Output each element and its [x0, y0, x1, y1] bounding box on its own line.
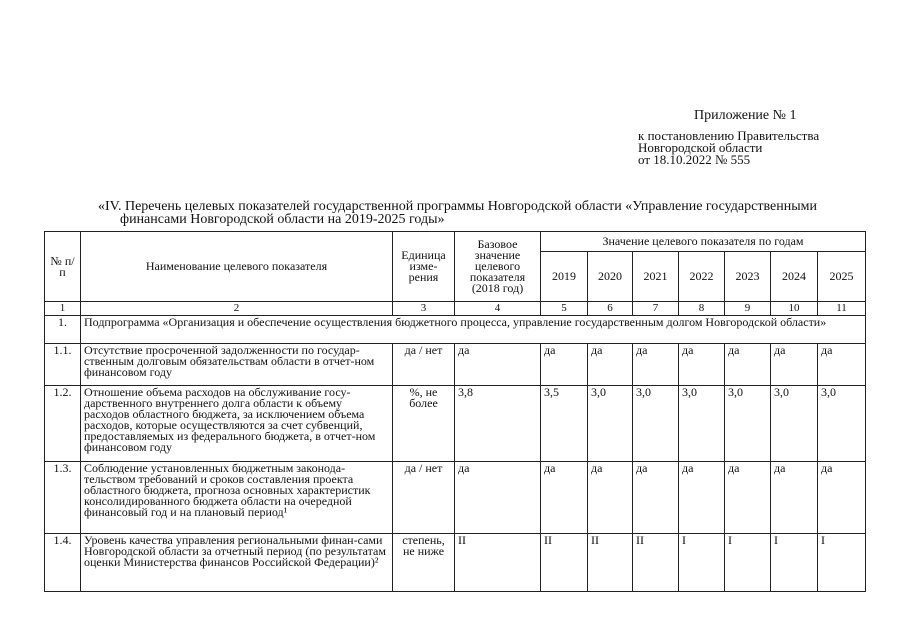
indicator-value: да	[633, 462, 679, 534]
row-num: 1.	[45, 316, 81, 344]
indicator-value: да	[771, 344, 818, 386]
indicator-unit: %, не более	[393, 386, 455, 462]
indicator-base: II	[455, 534, 541, 592]
indicator-name: Отношение объема расходов на обслуживание госу-дарственного внутреннего долга области к объему расходов областного бюджета, за исключением объема расходов, которые осуществляются за счет субвенций, предоставляемых из федерального бюджета, в отчет-ном финансовом году	[81, 386, 393, 462]
header-years-group: Значение целевого показателя по годам	[541, 232, 866, 252]
column-index: 10	[771, 302, 818, 316]
indicator-value: 3,0	[588, 386, 633, 462]
column-index: 11	[818, 302, 866, 316]
indicator-value: да	[679, 462, 725, 534]
table-row	[45, 462, 866, 534]
row-num: 1.1.	[45, 344, 81, 386]
column-index: 4	[455, 302, 541, 316]
indicator-base: 3,8	[455, 386, 541, 462]
appendix-title: Приложение № 1	[694, 108, 797, 123]
indicator-value: да	[588, 344, 633, 386]
indicator-value: да	[771, 462, 818, 534]
table-row	[45, 386, 866, 462]
indicator-unit: да / нет	[393, 344, 455, 386]
indicator-value: да	[725, 344, 771, 386]
header-year: 2024	[771, 252, 818, 302]
column-index: 2	[81, 302, 393, 316]
indicator-name: Соблюдение установленных бюджетным законода-тельством требований и сроков составления проекта областного бюджета, прогноза основных характеристик консолидированного бюджета области на очередной финансовый год и на плановый период¹	[81, 462, 393, 534]
indicator-value: да	[541, 462, 588, 534]
indicator-value: I	[818, 534, 866, 592]
indicator-unit: да / нет	[393, 462, 455, 534]
column-index: 1	[45, 302, 81, 316]
indicator-value: 3,5	[541, 386, 588, 462]
header-name: Наименование целевого показателя	[81, 232, 393, 302]
indicator-value: I	[679, 534, 725, 592]
indicator-value: да	[588, 462, 633, 534]
indicator-value: 3,0	[725, 386, 771, 462]
header-year: 2019	[541, 252, 588, 302]
column-index: 6	[588, 302, 633, 316]
appendix-subtitle	[638, 130, 878, 166]
row-num: 1.4.	[45, 534, 81, 592]
row-num: 1.2.	[45, 386, 81, 462]
indicator-value: да	[725, 462, 771, 534]
indicator-name: Уровень качества управления региональными финан-сами Новгородской области за отчетный период (по результатам оценки Министерства финансов Российской Федерации)²	[81, 534, 393, 592]
header-base: Базовое значение целевого показателя (2018 год)	[455, 232, 541, 302]
row-num: 1.3.	[45, 462, 81, 534]
appendix-line: Новгородской области	[638, 140, 763, 155]
indicator-value: 3,0	[633, 386, 679, 462]
indicator-value: 3,0	[771, 386, 818, 462]
indicator-value: I	[771, 534, 818, 592]
indicator-value: I	[725, 534, 771, 592]
indicator-value: да	[679, 344, 725, 386]
column-index: 9	[725, 302, 771, 316]
indicator-value: да	[633, 344, 679, 386]
indicator-value: 3,0	[679, 386, 725, 462]
table-row	[45, 534, 866, 592]
indicator-value: II	[541, 534, 588, 592]
column-index: 8	[679, 302, 725, 316]
header-unit: Единица изме-рения	[393, 232, 455, 302]
indicators-table	[44, 231, 866, 592]
indicator-base: да	[455, 462, 541, 534]
subprogram-row	[45, 316, 866, 344]
indicator-value: II	[633, 534, 679, 592]
indicator-value: да	[818, 344, 866, 386]
document-title-line-1: «IV. Перечень целевых показателей государственной программы Новгородской области «Управление государственными	[98, 199, 817, 214]
header-year: 2023	[725, 252, 771, 302]
indicator-base: да	[455, 344, 541, 386]
indicator-unit: степень, не ниже	[393, 534, 455, 592]
indicator-value: II	[588, 534, 633, 592]
indicator-name: Отсутствие просроченной задолженности по государ-ственным долговым обязательствам области в отчет-ном финансовом году	[81, 344, 393, 386]
column-index: 7	[633, 302, 679, 316]
table-row	[45, 344, 866, 386]
document-title-line-2: финансами Новгородской области на 2019-2025 годы»	[120, 212, 445, 227]
document-title	[98, 200, 888, 226]
header-year: 2020	[588, 252, 633, 302]
indicator-value: да	[818, 462, 866, 534]
indicator-value: да	[541, 344, 588, 386]
column-index-row	[45, 302, 866, 316]
column-index: 3	[393, 302, 455, 316]
header-year: 2025	[818, 252, 866, 302]
appendix-line: от 18.10.2022 № 555	[638, 152, 751, 167]
header-num: № п/п	[45, 232, 81, 302]
column-index: 5	[541, 302, 588, 316]
header-year: 2021	[633, 252, 679, 302]
appendix-line: к постановлению Правительства	[638, 128, 820, 143]
subprogram-text: Подпрограмма «Организация и обеспечение осуществления бюджетного процесса, управление государственным долгом Новгородской области»	[81, 316, 866, 344]
indicator-value: 3,0	[818, 386, 866, 462]
header-year: 2022	[679, 252, 725, 302]
